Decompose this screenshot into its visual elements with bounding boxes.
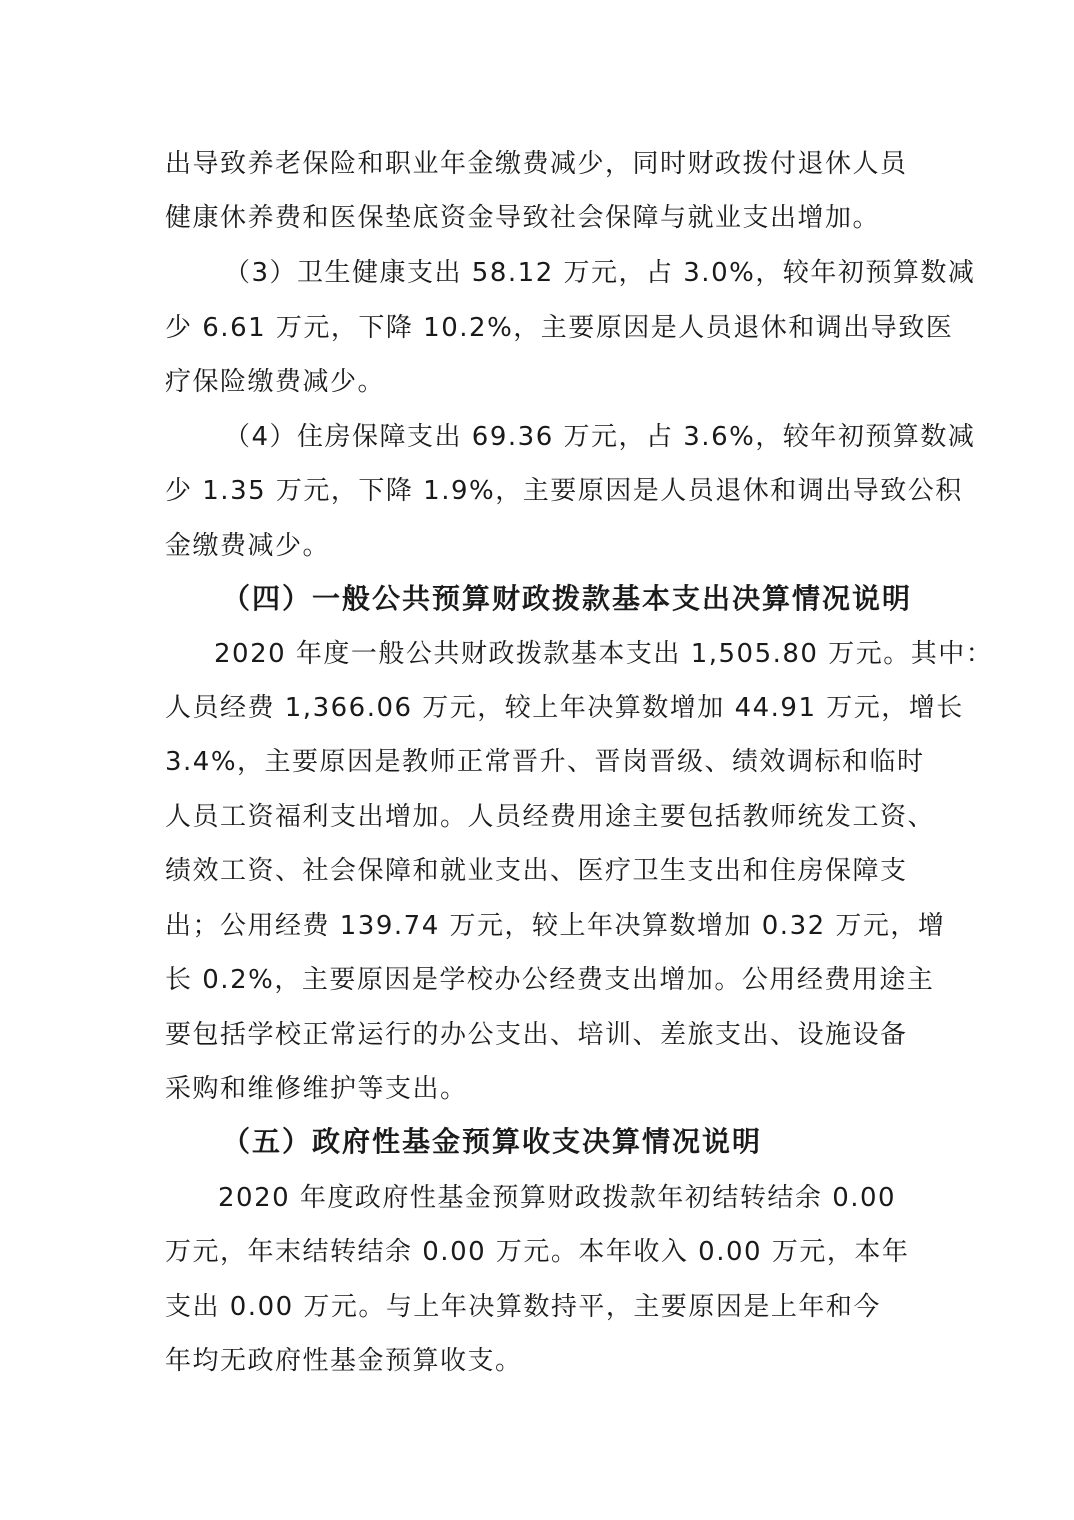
paragraph-line: 出；公用经费 139.74 万元，较上年决算数增加 0.32 万元，增 [165,911,946,941]
paragraph-line: 3.4%，主要原因是教师正常晋升、晋岗晋级、绩效调标和临时 [165,747,925,777]
paragraph-line: 少 6.61 万元，下降 10.2%，主要原因是人员退休和调出导致医 [165,313,954,343]
paragraph-line: 绩效工资、社会保障和就业支出、医疗卫生支出和住房保障支 [165,856,908,886]
paragraph-line: 出导致养老保险和职业年金缴费减少，同时财政拨付退休人员 [165,149,908,179]
paragraph-line: 年均无政府性基金预算收支。 [165,1346,523,1376]
paragraph-line: 人员工资福利支出增加。人员经费用途主要包括教师统发工资、 [165,802,936,832]
paragraph-line: 万元，年末结转结余 0.00 万元。本年收入 0.00 万元，本年 [165,1237,910,1267]
paragraph-line: 长 0.2%，主要原因是学校办公经费支出增加。公用经费用途主 [165,965,935,995]
paragraph-line: （3）卫生健康支出 58.12 万元，占 3.0%，较年初预算数减 [224,258,976,288]
paragraph-line: 金缴费减少。 [165,531,331,561]
paragraph-line: 采购和维修维护等支出。 [165,1074,468,1104]
paragraph-line: 疗保险缴费减少。 [165,367,386,397]
section-heading: （五）政府性基金预算收支决算情况说明 [222,1125,763,1158]
paragraph-line: 2020 年度一般公共财政拨款基本支出 1,505.80 万元。其中： [214,639,994,669]
paragraph-line: 少 1.35 万元，下降 1.9%，主要原因是人员退休和调出导致公积 [165,476,963,506]
paragraph-line: 健康休养费和医保垫底资金导致社会保障与就业支出增加。 [165,203,881,233]
paragraph-line: 支出 0.00 万元。与上年决算数持平，主要原因是上年和今 [165,1292,881,1322]
paragraph-line: 人员经费 1,366.06 万元，较上年决算数增加 44.91 万元，增长 [165,693,964,723]
paragraph-line: 要包括学校正常运行的办公支出、培训、差旅支出、设施设备 [165,1020,908,1050]
paragraph-line: 2020 年度政府性基金预算财政拨款年初结转结余 0.00 [218,1183,897,1213]
section-heading: （四）一般公共预算财政拨款基本支出决算情况说明 [222,582,913,615]
paragraph-line: （4）住房保障支出 69.36 万元，占 3.6%，较年初预算数减 [224,422,976,452]
